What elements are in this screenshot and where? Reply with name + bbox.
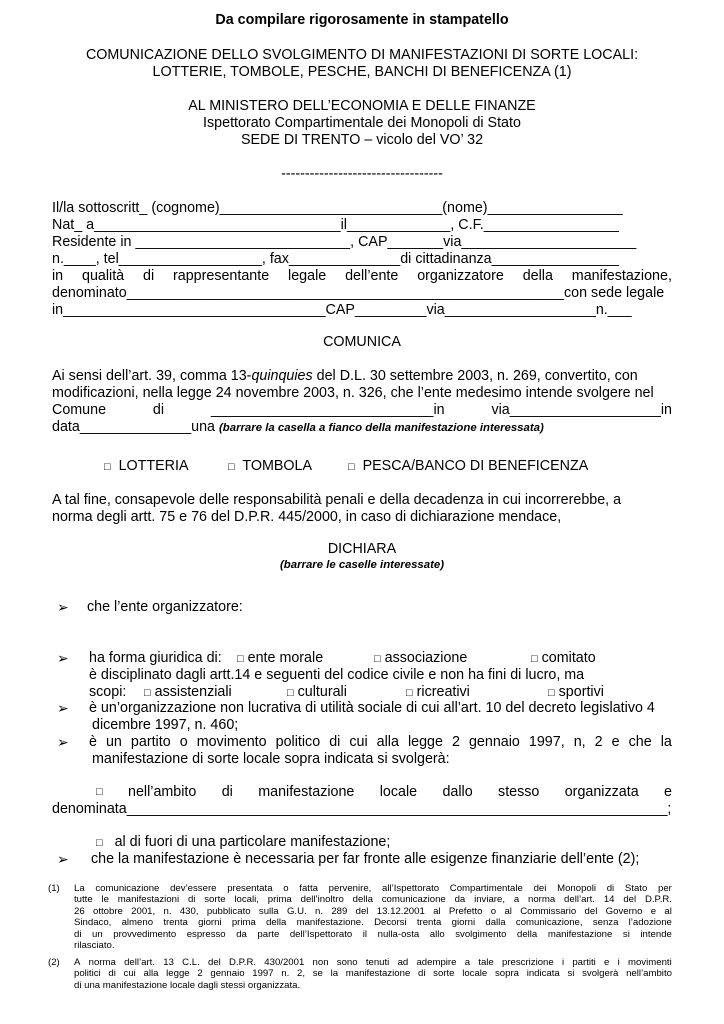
scopi-label: scopi:	[89, 684, 127, 700]
checkbox-icon[interactable]: □	[406, 687, 413, 699]
footnote-1-line: di un provvedimento espresso da parte dell’Ispettorato il nulla-osta allo svolgimento della manifestazione si intende	[74, 928, 672, 940]
arrow-bullet-icon: ➢	[57, 700, 69, 716]
partito-line1: è un partito o movimento politico di cui alla legge 2 gennaio 1997, n, 2 e che la	[89, 734, 672, 750]
option-associazione[interactable]: □ associazione	[374, 650, 468, 666]
checkbox-icon[interactable]: □	[104, 461, 111, 473]
arrow-bullet-icon: ➢	[57, 734, 69, 750]
applicant-role-line: in qualità di rappresentante legale dell’ente organizzatore della manifestazione,	[52, 268, 672, 284]
option-pesca[interactable]: □ PESCA/BANCO DI BENEFICENZA	[348, 458, 589, 474]
recipient-ministry: AL MINISTERO DELL’ECONOMIA E DELLE FINANZE	[188, 98, 536, 114]
footnote-2	[48, 957, 672, 991]
header-divider: ----------------------------------	[281, 166, 443, 182]
checkbox-icon[interactable]: □	[96, 786, 103, 798]
applicant-contact-fields[interactable]: n.____, tel__________________, fax______________di cittadinanza________________	[52, 251, 619, 267]
arrow-bullet-icon: ➢	[57, 851, 69, 867]
checkbox-icon[interactable]: □	[237, 653, 244, 665]
comunica-text-line1: Ai sensi dell’art. 39, comma 13-quinquies del D.L. 30 settembre 2003, n. 269, convertito, con	[52, 368, 638, 384]
manifestazione-denominata-field[interactable]: denominata____________________________________________________________________;	[52, 801, 672, 817]
arrow-bullet-icon: ➢	[57, 599, 69, 615]
footnote-1-line: Sindaco, almeno trenta giorni prima della manifestazione. Decorsi trenta giorni dalla comunicazione, senza l’adozione	[74, 917, 672, 929]
option-culturali[interactable]: □ culturali	[287, 684, 347, 700]
footnote-2-last-line: di una manifestazione locale dagli stessi organizzata.	[74, 979, 301, 991]
necessaria-line: che la manifestazione è necessaria per far fronte alle esigenze finanziarie dell’ente (2);	[91, 851, 640, 867]
comunica-heading: COMUNICA	[323, 334, 401, 350]
form-title-line2: LOTTERIE, TOMBOLE, PESCHE, BANCHI DI BENEFICENZA (1)	[152, 64, 572, 80]
option-nell-ambito[interactable]: □ nell’ambito di manifestazione locale dallo stesso organizzata e	[96, 784, 672, 800]
footnote-1	[48, 883, 672, 952]
onlus-line1: è un’organizzazione non lucrativa di utilità sociale di cui all’art. 10 del decreto legislativo 4	[89, 700, 655, 716]
option-comitato[interactable]: □ comitato	[531, 650, 596, 666]
checkbox-icon[interactable]: □	[374, 653, 381, 665]
form-title-line1: COMUNICAZIONE DELLO SVOLGIMENTO DI MANIFESTAZIONI DI SORTE LOCALI:	[85, 47, 639, 63]
footnote-1-line: La comunicazione dev’essere presentata o fatta pervenire, all’Ispettorato Compartimentale dei Monopoli di Stato per	[74, 883, 672, 894]
form-instruction: Da compilare rigorosamente in stampatello	[215, 12, 509, 28]
forma-giuridica-line2: è disciplinato dagli artt.14 e seguenti del codice civile e non ha fini di lucro, ma	[89, 667, 585, 683]
checkbox-icon[interactable]: □	[548, 687, 555, 699]
forma-giuridica-label: ha forma giuridica di:	[89, 650, 222, 666]
arrow-bullet-icon: ➢	[57, 650, 69, 666]
footnote-1-line: 26 ottobre 2001, n. 430, pubblicato sulla G.U. n. 289 del 13.12.2001 al Prefetto o al Commissario del Governo e al	[74, 905, 672, 917]
footnote-1-label: (1)	[48, 883, 60, 894]
declaration-intro-line2: norma degli artt. 75 e 76 del D.P.R. 445/2000, in caso di dichiarazione mendace,	[52, 509, 562, 525]
footnote-2-line: A norma dell’art. 13 C.L. del D.P.R. 430/2001 non sono tenuti ad adempire a tale prescrizione i partiti e i movimenti	[74, 957, 672, 968]
footnote-2-label: (2)	[48, 957, 60, 968]
recipient-address: SEDE DI TRENTO – vicolo del VO’ 32	[240, 132, 484, 148]
option-lotteria[interactable]: □ LOTTERIA	[104, 458, 189, 474]
option-sportivi[interactable]: □ sportivi	[548, 684, 604, 700]
declaration-intro-line1: A tal fine, consapevole delle responsabilità penali e della decadenza in cui incorrerebbe, a	[52, 492, 622, 508]
recipient-office: Ispettorato Compartimentale dei Monopoli di Stato	[203, 115, 521, 131]
checkbox-icon[interactable]: □	[348, 461, 355, 473]
footnote-1-last-line: rilasciato.	[74, 940, 115, 952]
checkbox-icon[interactable]: □	[287, 687, 294, 699]
comunica-text-line2: modificazioni, nella legge 24 novembre 2003, n. 326, che l’ente medesimo intende svolgere nel	[52, 385, 654, 401]
dichiara-heading: DICHIARA	[327, 541, 397, 557]
option-ricreativi[interactable]: □ ricreativi	[406, 684, 470, 700]
onlus-line2: dicembre 1997, n. 460;	[92, 717, 239, 733]
applicant-birth-fields[interactable]: Nat_ a_______________________________il_____________, C.F._________________	[52, 217, 619, 233]
organization-address-field[interactable]: in_________________________________CAP_________via___________________n.___	[52, 302, 632, 318]
dichiara-subheading: (barrare le caselle interessate)	[280, 559, 444, 571]
checkbox-icon[interactable]: □	[531, 653, 538, 665]
organization-name-field[interactable]: denominato_______________________________________________________con sede legale	[52, 285, 665, 301]
checkbox-icon[interactable]: □	[144, 687, 151, 699]
comunica-place-fields[interactable]: Comune di ____________________________in via___________________in	[52, 402, 672, 418]
comunica-date-field[interactable]: data______________una (barrare la casella a fianco della manifestazione interessata)	[52, 419, 544, 435]
checkbox-icon[interactable]: □	[96, 837, 103, 849]
item-ente-organizzatore: che l’ente organizzatore:	[87, 599, 243, 615]
footnote-2-line: politici di cui alla legge 2 gennaio 1997 n. 2, se la manifestazione di sorte locale sopra indicata si svolgerà nell’ambito	[74, 968, 672, 980]
partito-line2: manifestazione di sorte locale sopra indicata si svolgerà:	[92, 751, 450, 767]
footnote-1-line: tutte le manifestazioni di sorte locali, prima dell’inoltro della comunicazione da inviare, a norma dell’art. 14 del D.P.R.	[74, 894, 672, 906]
checkbox-icon[interactable]: □	[228, 461, 235, 473]
option-assistenziali[interactable]: □ assistenziali	[144, 684, 232, 700]
applicant-residence-fields[interactable]: Residente in ___________________________, CAP_______via______________________	[52, 234, 637, 250]
option-tombola[interactable]: □ TOMBOLA	[228, 458, 312, 474]
option-al-di-fuori[interactable]: □ al di fuori di una particolare manifestazione;	[96, 834, 391, 850]
applicant-name-fields[interactable]: Il/la sottoscritt_ (cognome)____________________________(nome)_________________	[52, 200, 623, 216]
option-ente-morale[interactable]: □ ente morale	[237, 650, 324, 666]
